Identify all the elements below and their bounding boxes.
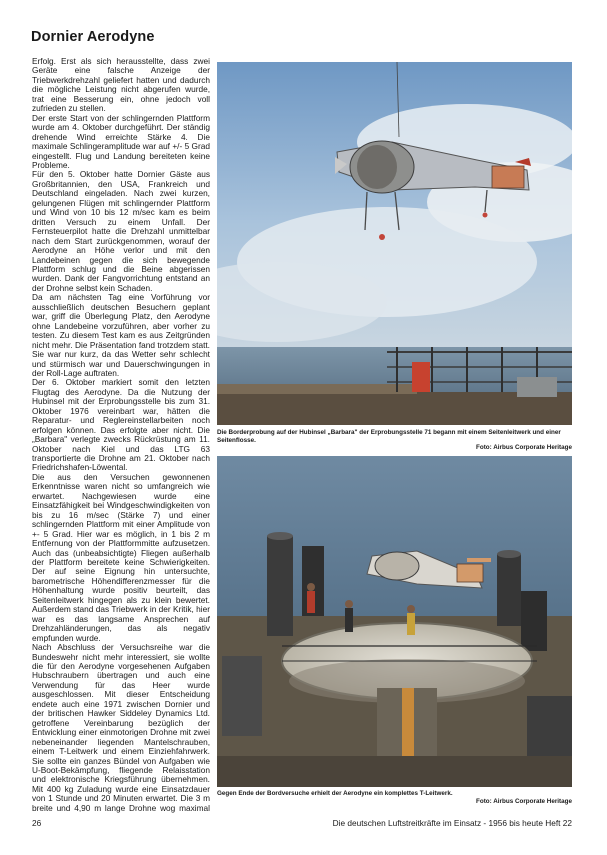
article-body <box>32 57 210 814</box>
photo-caption-2 <box>217 790 572 805</box>
photo-credit: Foto: Airbus Corporate Heritage <box>476 797 572 805</box>
paragraph: Nach Abschluss der Versuchsreihe war die Bundeswehr nicht mehr interessiert, sie wollte die für den Aerodyne vorgesehenen Aufgaben Hubschraubern übertragen und auch eine Verwendung für das Heer wurde ausgeschlossen. Mit dieser Entscheidung endete auch eine 1971 zwischen Dornier und der britischen Hawker Siddeley Dynamics Ltd. getroffene Vereinbarung bezüglich der Entwicklung einer einmotorigen Drohne mit zwei nebeneinander liegenden Mantelschrauben, einem T-Leitwerk und einem Einziehfahrwerk. Sie sollte ein ganzes Bündel von Aufgaben wie U-Boot-Bekämpfung, fliegende Relaisstation und elektronische Kriegsführung übernehmen. Mit 400 kg Zuladung wurde eine Einsatzdauer von 1 Stunde und 20 Minuten erwartet. Die 3 m breite und 4,90 m lange Drohne wog maximal <box>32 642 210 813</box>
paragraph: Der 6. Oktober markiert somit den letzten Flugtag des Aerodyne. Da die Nutzung der Hubinsel mit der Erprobungsstelle bis zum 31. Oktober 1976 vereinbart war, hätten die Reparatur- und Reglereinstellarbeiten noch erfolgen können. Das erfolgte aber nicht. Die „Barbara" verlegte zwecks Rückrüstung am 11. Oktober nach Kiel und das LTG 63 transportierte die Drohne am 21. Oktober nach Friedrichshafen-Löwental. <box>32 377 210 473</box>
paragraph: Die aus den Versuchen gewonnenen Erkenntnisse waren nicht so umfangreich wie erwartet. Nachgewiesen wurde eine Einsatzfähigkeit bei Windgeschwindigkeiten von bis zu 16 m/sec (Stärke 7) und einer schlingernden Plattform mit einer Amplitude von +- 5 Grad. Hier war es möglich, in 1 bis 2 m Entfernung von der Plattformmitte aufzusetzen. Auch das (unbeabsichtigte) Fliegen außerhalb der Plattform bereitete keine Schwierigkeiten. Der auf seine Eignung hin untersuchte, barometrische Höhendifferenzmesser für die Höhenhaltung wurde positiv beurteilt, das Seitenleitwerk hingegen als zu klein bewertet. Außerdem stand das Triebwerk in der Kritik, hier war es das langsame Ansprechen auf Drehzahländerungen, das als negativ empfunden wurde. <box>32 471 210 643</box>
paragraph: Da am nächsten Tag eine Vorführung vor ausschließlich deutschen Besuchern geplant war, griff die Überlegung Platz, den Aerodyne ohne Landebeine vorzuführen, aber vorher zu testen. Zu diesem Test kam es aus Zeitgründen nicht mehr. Die Präsentation fand trotzdem statt. Sie war nur kurz, da das Wetter sehr schlecht und stürmisch war und Dauerschwingungen in der Roll-Lage auftraten. <box>32 292 210 378</box>
paragraph: Für den 5. Oktober hatte Dornier Gäste aus Großbritannien, den USA, Frankreich und Deutschland eingeladen. Nach zwei kurzen, gelungenen Flügen mit schlingernder Plattform und Wind von 10 bis 12 m/sec kam es beim dritten Versuch zu einem Unfall. Der Fernsteuerpilot hatte die Drehzahl unmittelbar nach dem Start zurückgenommen, worauf der Aerodyne an Höhe verlor und mit den Landebeinen gegen die sich bewegende Plattform schlug und die Beine abgerissen wurden. Dank der Fangvorrichtung entstand an der Drohne selbst kein Schaden. <box>32 169 210 293</box>
page-number: 26 <box>32 818 42 828</box>
series-title: Die deutschen Luftstreitkräfte im Einsatz - 1956 bis heute Heft 22 <box>332 818 572 828</box>
photo-aerodyne-on-deck <box>217 456 572 787</box>
photo-credit: Foto: Airbus Corporate Heritage <box>476 444 572 452</box>
caption-text: Die Borderprobung auf der Hubinsel „Barbara" der Erprobungsstelle 71 begann mit einem Seitenleitwerk und einer Seitenflosse. <box>217 429 561 444</box>
photo-caption-1 <box>217 429 572 452</box>
paragraph: Der erste Start von der schlingernden Plattform wurde am 4. Oktober durchgeführt. Der ständig drehende Wind erreichte Stärke 4. Die maximale Schlingeramplitude war auf +/- 5 Grad eingestellt. Flug und Landung bereiteten keine Probleme. <box>32 112 210 170</box>
photo-aerodyne-hovering <box>217 62 572 425</box>
caption-text: Gegen Ende der Bordversuche erhielt der Aerodyne ein komplettes T-Leitwerk. <box>217 790 453 797</box>
page-title: Dornier Aerodyne <box>31 29 155 45</box>
paragraph: Erfolg. Erst als sich herausstellte, dass zwei Geräte eine falsche Anzeige der Triebwerkdrehzahl geliefert hatten und dadurch die mögliche Leistung nicht abgerufen wurde, trat eine Besserung ein, ohne jedoch voll zufrieden zu stellen. <box>32 57 210 114</box>
